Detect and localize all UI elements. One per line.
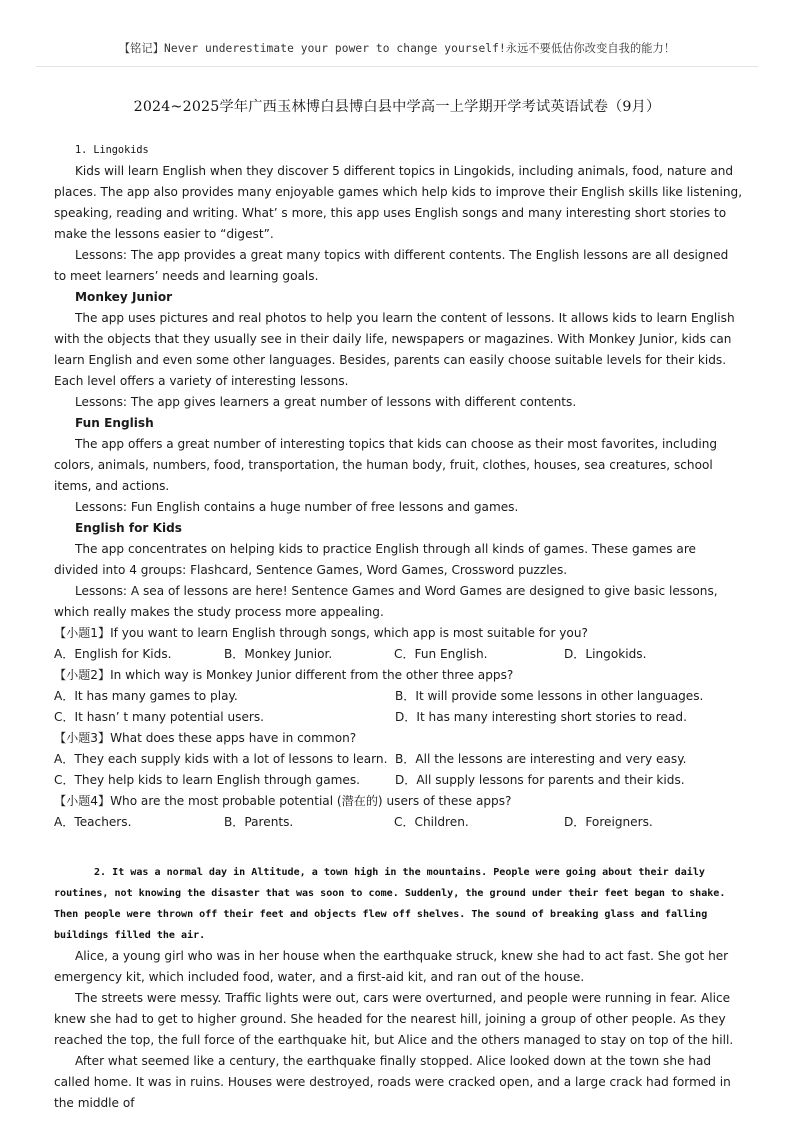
passage-1-paragraph: The app concentrates on helping kids to practice English through all kinds of games. These games are divided into 4 groups: Flashcard, Sentence Games, Word Games, Crossword puzzles. [54, 542, 696, 577]
section-title-english-for-kids: English for Kids [75, 521, 182, 535]
question-options [54, 812, 744, 833]
option-b: B．It will provide some lessons in other languages. [395, 689, 704, 703]
option-c: C．They help kids to learn English through games. [54, 773, 360, 787]
question-options [54, 749, 744, 770]
option-a: A．English for Kids. [54, 647, 172, 661]
option-d: D．Lingokids. [564, 647, 647, 661]
question-3 [54, 728, 744, 791]
option-c: C．Children. [394, 815, 469, 829]
question-1 [54, 623, 744, 665]
passage-1-paragraph: The app uses pictures and real photos to help you learn the content of lessons. It allows kids to learn English with the objects that they usually see in their daily life, newspapers or magazines. With Monkey Junior, kids can learn English and even some other languages. Besides, parents can easily choose suitable levels for their kids. Each level offers a variety of interesting lessons. [54, 311, 735, 388]
question-stem: 【小题3】What does these apps have in common? [54, 731, 357, 745]
question-2 [54, 665, 744, 728]
question-options [54, 686, 744, 707]
passage-1-label: 1. Lingokids [75, 145, 149, 156]
header-motto: 【铭记】Never underestimate your power to change yourself!永远不要低估你改变自我的能力！ [118, 42, 676, 55]
option-c: C．It hasn’ t many potential users. [54, 710, 265, 724]
option-a: A．Teachers. [54, 815, 132, 829]
passage-1-paragraph: Lessons: Fun English contains a huge number of free lessons and games. [75, 500, 519, 514]
question-stem: 【小题4】Who are the most probable potential (潜在的) users of these apps? [54, 794, 512, 808]
option-c: C．Fun English. [394, 647, 488, 661]
passage-2-paragraph: Alice, a young girl who was in her house when the earthquake struck, knew she had to act fast. She got her emergency kit, which included food, water, and a first-aid kit, and ran out of the house. [54, 949, 729, 984]
section-title-monkey-junior: Monkey Junior [75, 290, 173, 304]
option-a: A．They each supply kids with a lot of lessons to learn. [54, 752, 388, 766]
option-a: A．It has many games to play. [54, 689, 238, 703]
page-title: 2024~2025学年广西玉林博白县博白县中学高一上学期开学考试英语试卷（9月） [133, 99, 661, 115]
section-title-fun-english: Fun English [75, 416, 154, 430]
passage-1-paragraph: Lessons: A sea of lessons are here! Sentence Games and Word Games are designed to give basic lessons, which really makes the study process more appealing. [54, 584, 718, 619]
document-body [54, 141, 744, 1114]
option-d: D．All supply lessons for parents and their kids. [395, 773, 685, 787]
header-divider [36, 66, 758, 67]
option-b: B．All the lessons are interesting and very easy. [395, 752, 687, 766]
passage-2 [54, 862, 744, 1114]
option-b: B．Parents. [224, 815, 294, 829]
passage-2-intro: 2. It was a normal day in Altitude, a town high in the mountains. People were going about their daily routines, not knowing the disaster that was soon to come. Suddenly, the ground under their feet began to shake. Then people were thrown off their feet and objects flew off shelves. The sound of breaking glass and falling buildings filled the air. [54, 867, 726, 941]
question-options [54, 770, 744, 791]
option-d: D．It has many interesting short stories to read. [395, 710, 687, 724]
passage-1-paragraph: Lessons: The app gives learners a great number of lessons with different contents. [75, 395, 577, 409]
passage-2-paragraph: The streets were messy. Traffic lights were out, cars were overturned, and people were running in fear. Alice knew she had to get to higher ground. She headed for the nearest hill, joining a group of other people. As they reached the top, the full force of the earthquake hit, but Alice and the others managed to stay on top of the hill. [54, 991, 734, 1047]
question-stem: 【小题1】If you want to learn English through songs, which app is most suitable for you? [54, 626, 588, 640]
option-d: D．Foreigners. [564, 815, 653, 829]
question-options [54, 644, 744, 665]
option-b: B．Monkey Junior. [224, 647, 333, 661]
question-4 [54, 791, 744, 833]
question-options [54, 707, 744, 728]
passage-2-paragraph: After what seemed like a century, the earthquake finally stopped. Alice looked down at the town she had called home. It was in ruins. Houses were destroyed, roads were cracked open, and a large crack had formed in the middle of [54, 1054, 731, 1110]
question-stem: 【小题2】In which way is Monkey Junior different from the other three apps? [54, 668, 514, 682]
passage-1-paragraph: Lessons: The app provides a great many topics with different contents. The English lessons are all designed to meet learners’ needs and learning goals. [54, 248, 729, 283]
passage-1-paragraph: Kids will learn English when they discover 5 different topics in Lingokids, including animals, food, nature and places. The app also provides many enjoyable games which help kids to improve their English skills like listening, speaking, reading and writing. What’ s more, this app uses English songs and many interesting short stories to make the lessons easier to “digest”. [54, 164, 743, 241]
passage-1-paragraph: The app offers a great number of interesting topics that kids can choose as their most favorites, including colors, animals, numbers, food, transportation, the human body, fruit, clothes, houses, sea creatures, school items, and actions. [54, 437, 718, 493]
